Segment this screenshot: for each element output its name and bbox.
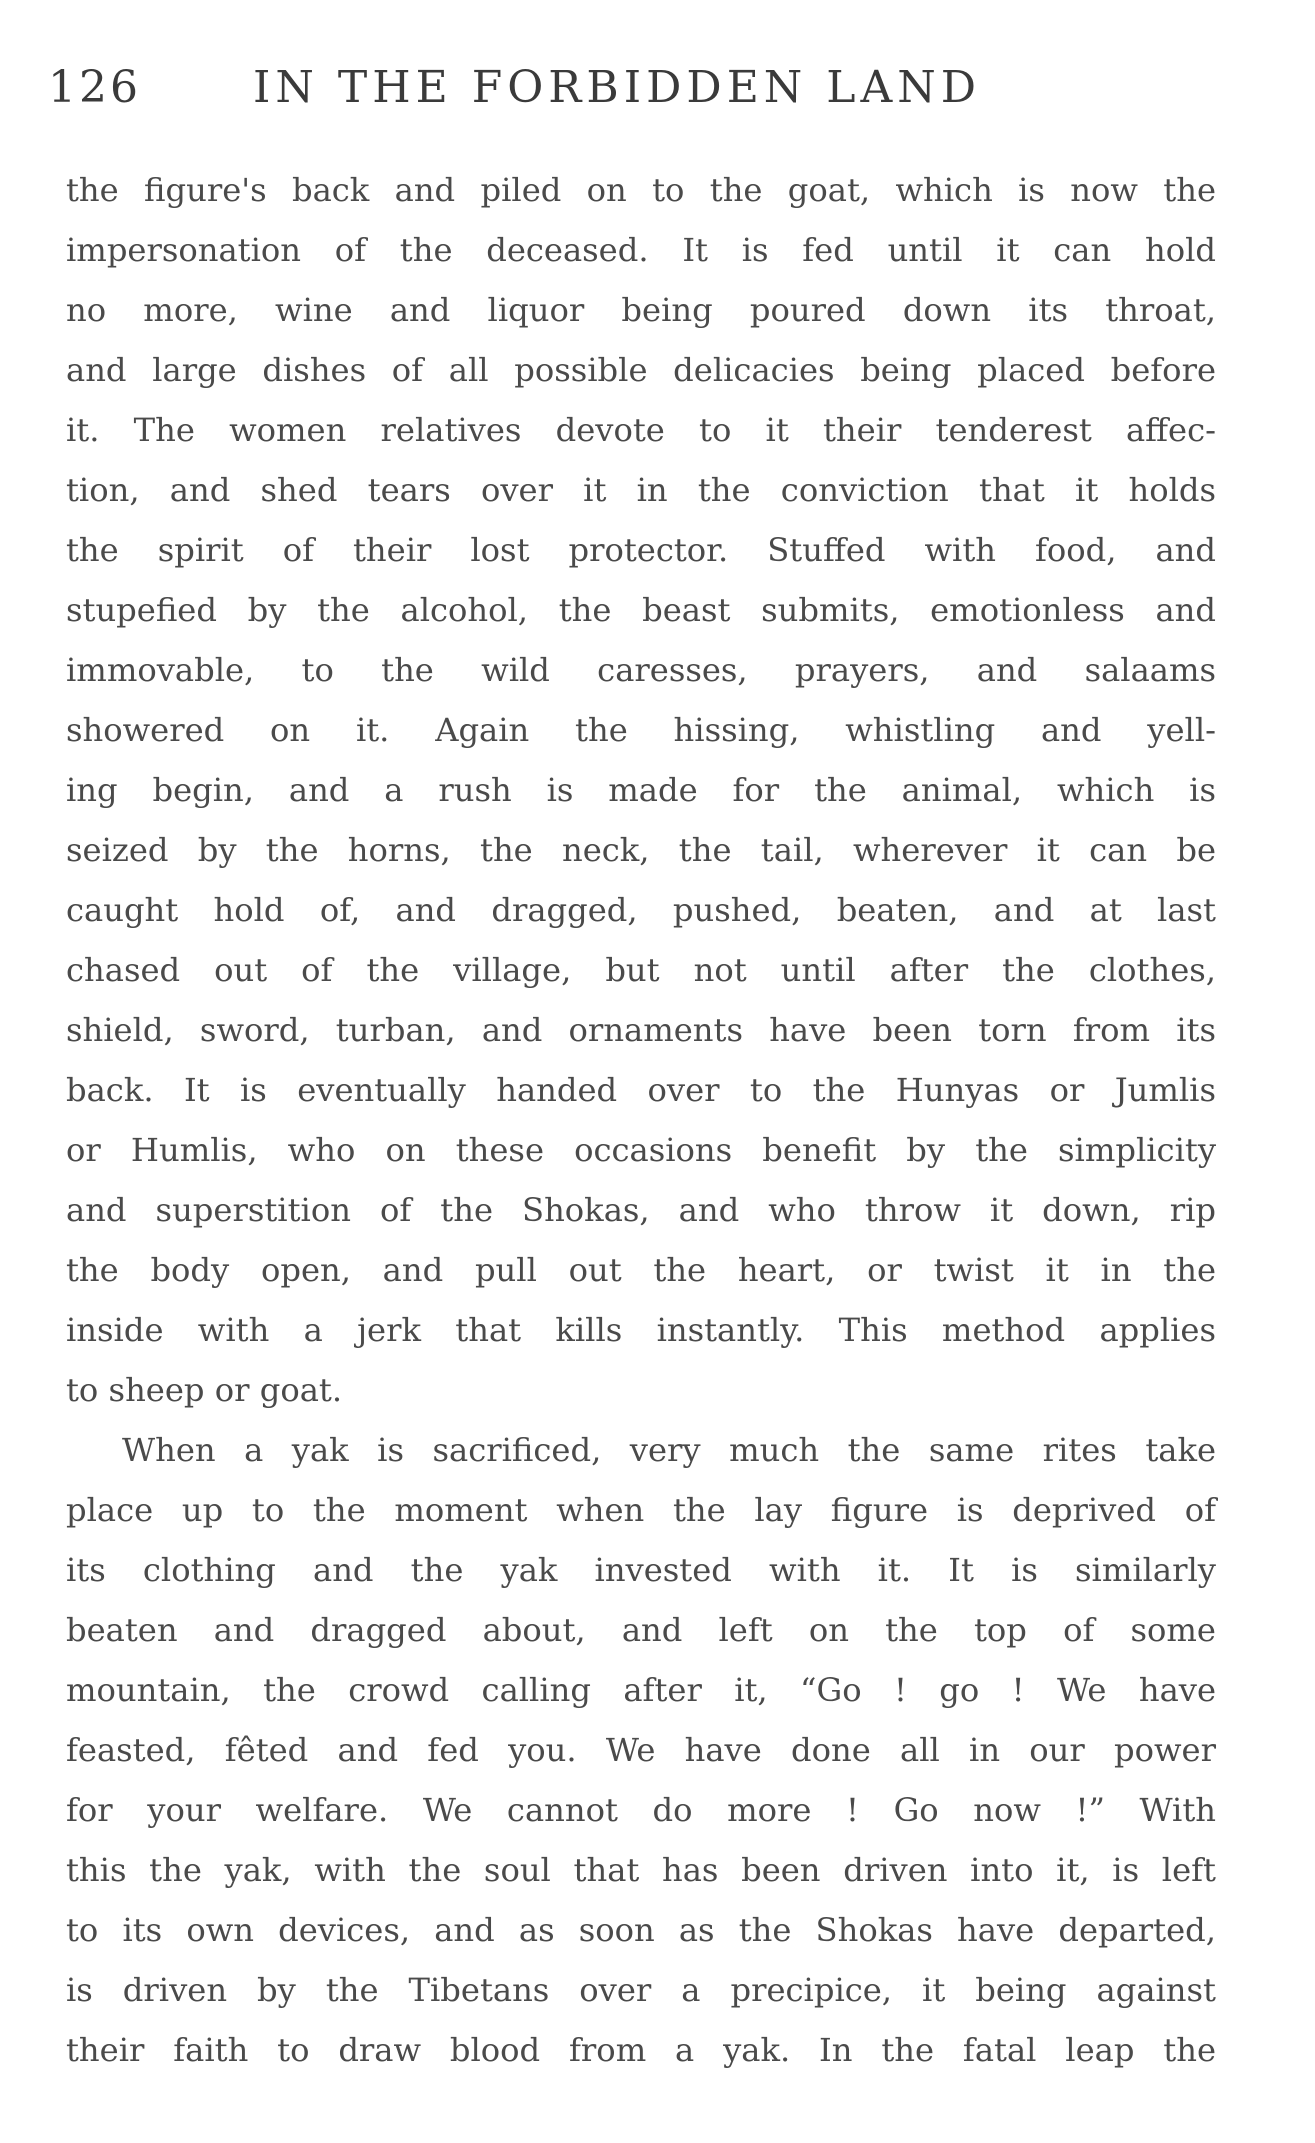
- running-title: IN THE FORBIDDEN LAND: [253, 62, 982, 113]
- text-line: the spirit of their lost protector. Stuffed with food, and: [66, 531, 1216, 569]
- text-line: or Humlis, who on these occasions benefit by the simplicity: [66, 1131, 1216, 1169]
- page-number: 126: [48, 62, 141, 113]
- text-line-paragraph-end: to sheep or goat.: [66, 1371, 343, 1409]
- text-line: to its own devices, and as soon as the Shokas have departed,: [66, 1911, 1216, 1949]
- text-line: mountain, the crowd calling after it, “Go ! go ! We have: [66, 1671, 1216, 1709]
- text-line: inside with a jerk that kills instantly. This method applies: [66, 1311, 1216, 1349]
- text-line: showered on it. Again the hissing, whistling and yell-: [66, 711, 1216, 749]
- text-line: back. It is eventually handed over to the Hunyas or Jumlis: [66, 1071, 1216, 1109]
- text-line: the figure's back and piled on to the goat, which is now the: [66, 171, 1216, 209]
- text-line: impersonation of the deceased. It is fed until it can hold: [66, 231, 1216, 269]
- text-line: and superstition of the Shokas, and who throw it down, rip: [66, 1191, 1216, 1229]
- running-head: [48, 62, 1048, 132]
- text-line: caught hold of, and dragged, pushed, beaten, and at last: [66, 891, 1216, 929]
- text-line: for your welfare. We cannot do more ! Go now !” With: [66, 1791, 1216, 1829]
- text-line: shield, sword, turban, and ornaments have been torn from its: [66, 1011, 1216, 1049]
- text-line: its clothing and the yak invested with it. It is similarly: [66, 1551, 1216, 1589]
- text-line: seized by the horns, the neck, the tail, wherever it can be: [66, 831, 1216, 869]
- text-line: and large dishes of all possible delicacies being placed before: [66, 351, 1216, 389]
- text-line: ing begin, and a rush is made for the animal, which is: [66, 771, 1216, 809]
- text-line: place up to the moment when the lay figure is deprived of: [66, 1491, 1216, 1529]
- text-line: the body open, and pull out the heart, or twist it in the: [66, 1251, 1216, 1289]
- text-line: no more, wine and liquor being poured down its throat,: [66, 291, 1216, 329]
- text-line: chased out of the village, but not until after the clothes,: [66, 951, 1216, 989]
- text-line: feasted, fêted and fed you. We have done all in our power: [66, 1731, 1216, 1769]
- text-line: tion, and shed tears over it in the conviction that it holds: [66, 471, 1216, 509]
- body-text: [66, 160, 1216, 2080]
- text-line-paragraph-start: When a yak is sacrificed, very much the same rites take: [122, 1431, 1216, 1469]
- text-line: beaten and dragged about, and left on the top of some: [66, 1611, 1216, 1649]
- text-line: is driven by the Tibetans over a precipice, it being against: [66, 1971, 1216, 2009]
- text-line: their faith to draw blood from a yak. In the fatal leap the: [66, 2031, 1216, 2069]
- text-line: immovable, to the wild caresses, prayers, and salaams: [66, 651, 1216, 689]
- text-line: this the yak, with the soul that has been driven into it, is left: [66, 1851, 1216, 1889]
- text-line: stupefied by the alcohol, the beast submits, emotionless and: [66, 591, 1216, 629]
- text-line: it. The women relatives devote to it their tenderest affec-: [66, 411, 1216, 449]
